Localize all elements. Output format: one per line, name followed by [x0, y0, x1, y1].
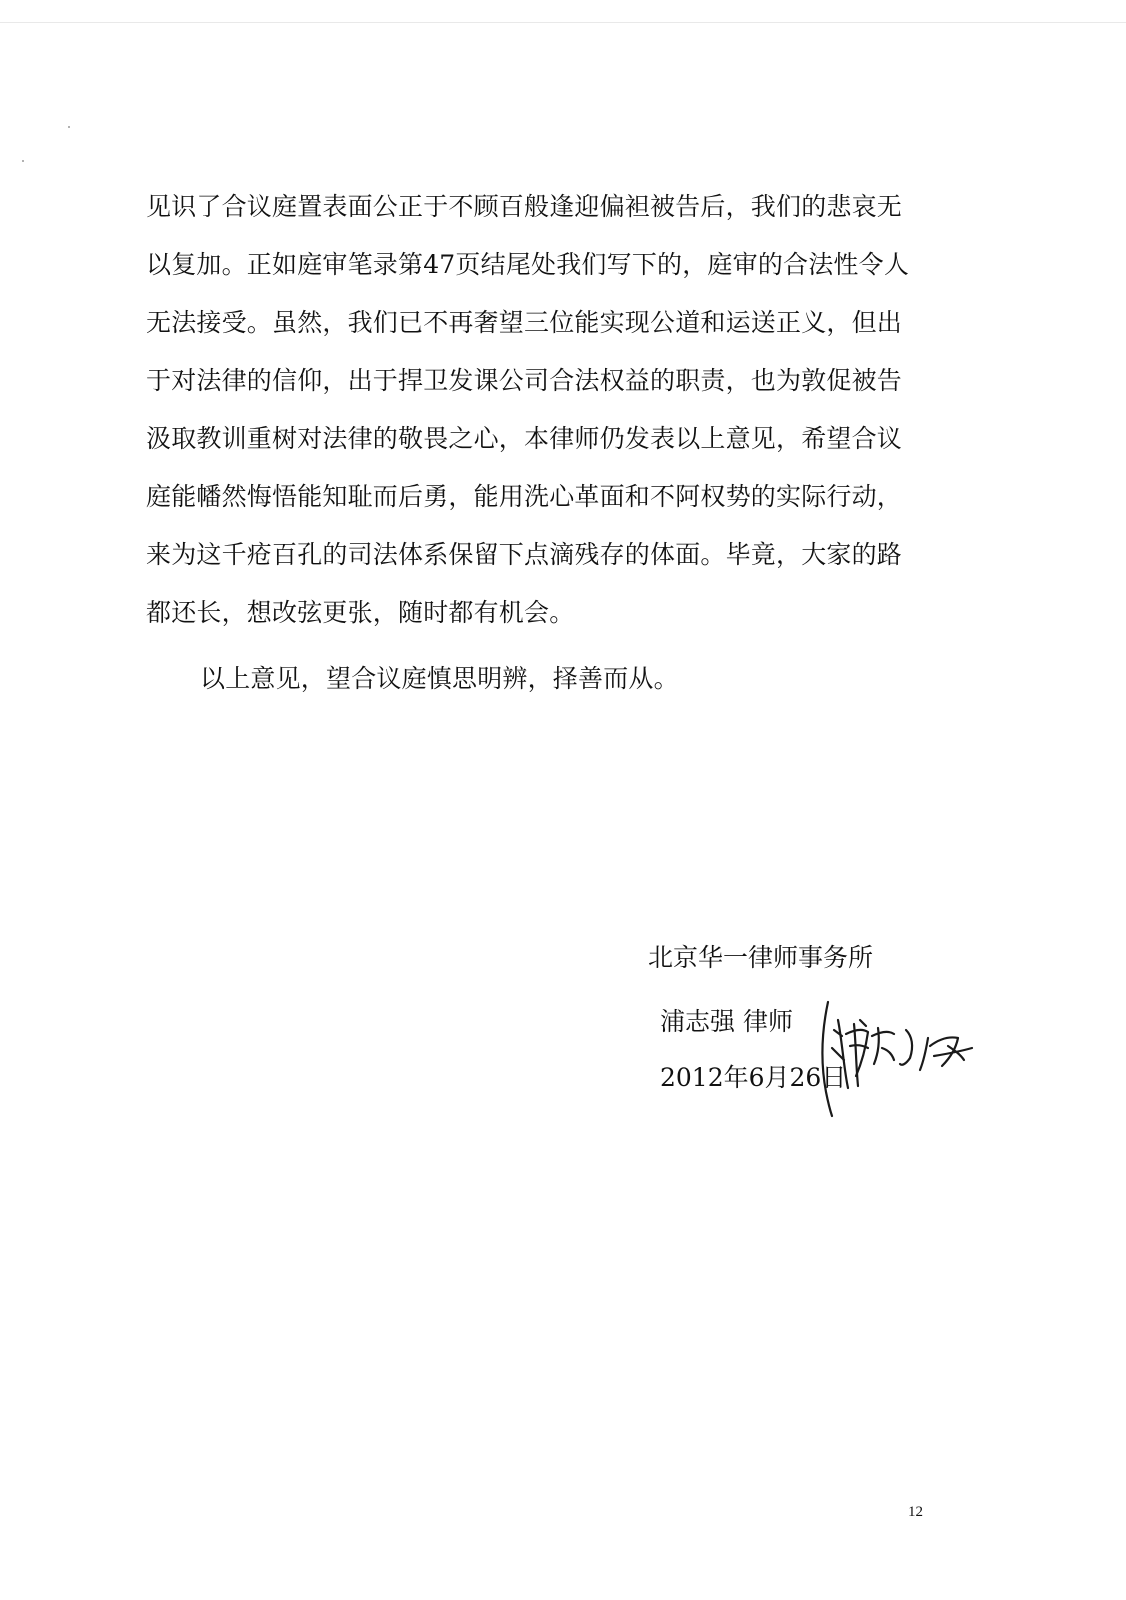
text-line: 见识了合议庭置表面公正于不顾百般逢迎偏袒被告后，我们的悲哀无: [146, 192, 903, 221]
text-line: 无法接受。虽然，我们已不再奢望三位能实现公道和运送正义，但出: [146, 308, 903, 337]
text-line: 于对法律的信仰，出于捍卫发课公司合法权益的职责，也为敦促被告: [146, 366, 903, 395]
text-line: 以上意见，望合议庭慎思明辨，择善而从。: [200, 664, 679, 693]
scan-speck: [22, 160, 24, 162]
text-line: 来为这千疮百孔的司法体系保留下点滴残存的体面。毕竟，大家的路: [146, 540, 903, 569]
text-line: 庭能幡然悔悟能知耻而后勇，能用洗心革面和不阿权势的实际行动，: [146, 482, 903, 511]
text-line: 汲取教训重树对法律的敬畏之心，本律师仍发表以上意见，希望合议: [146, 424, 903, 453]
page-number: 12: [908, 1504, 923, 1520]
law-firm-name: 北京华一律师事务所: [648, 943, 874, 972]
paragraph-main: [146, 178, 936, 642]
document-body: [146, 178, 936, 708]
lawyer-name: 浦志强 律师: [660, 1007, 793, 1036]
scan-edge: [0, 22, 1126, 23]
text-line: 以复加。正如庭审笔录第47页结尾处我们写下的，庭审的合法性令人: [146, 250, 910, 279]
scan-speck: [68, 126, 70, 128]
signature-date: 2012年6月26日: [660, 1063, 847, 1092]
text-line: 都还长，想改弦更张，随时都有机会。: [146, 598, 575, 627]
paragraph-closing: [146, 650, 936, 708]
handwritten-signature: [808, 990, 983, 1120]
